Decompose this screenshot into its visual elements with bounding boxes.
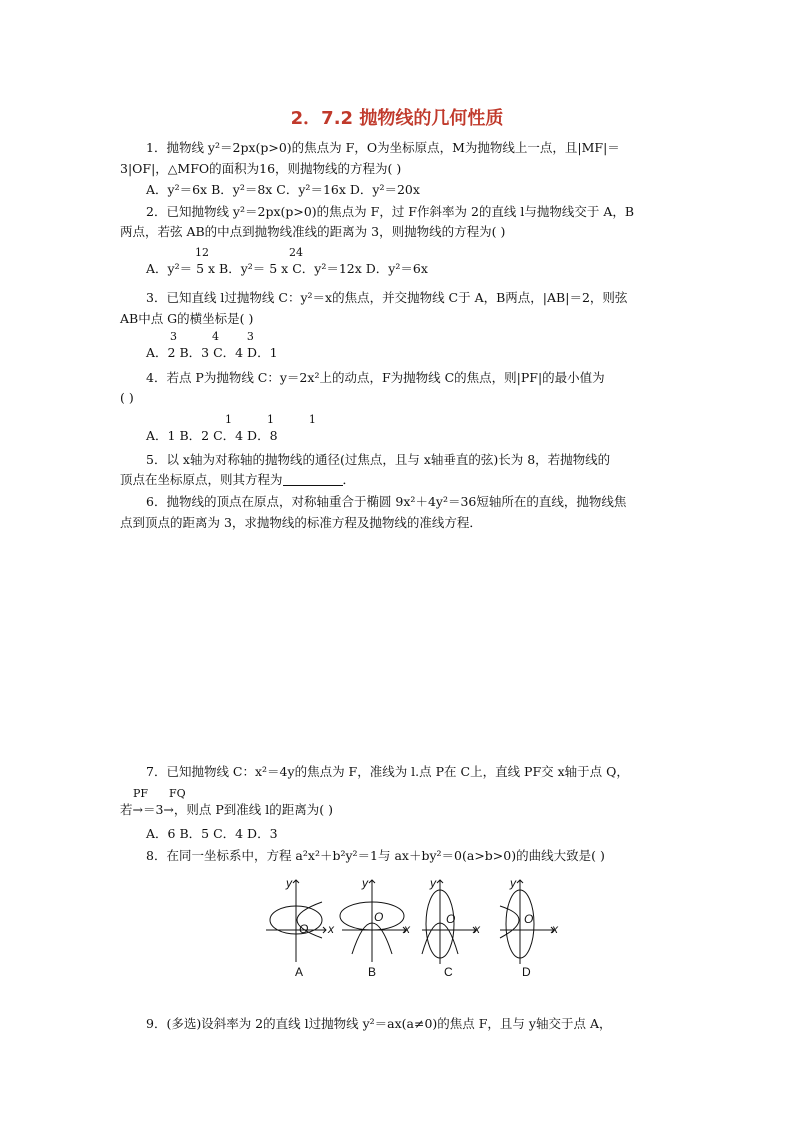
fig-a-y-label: y [286, 876, 292, 890]
q2-line2: 两点，若弦 AB的中点到抛物线准线的距离为 3，则抛物线的方程为( ) [120, 224, 506, 239]
q2-line1: 2．已知抛物线 y²＝2px(p>0)的焦点为 F，过 F作斜率为 2的直线 l与抛物线交于 A，B [146, 204, 635, 219]
q7-line1: 7．已知抛物线 C：x²＝4y的焦点为 F，准线为 l.点 P在 C上，直线 PF交 x轴于点 Q， [146, 764, 629, 779]
q2-frac-a-numerator: 12 [195, 246, 209, 259]
fig-d-y-label: y [510, 876, 516, 890]
q4-numerators: 1 1 1 [225, 413, 316, 426]
q5-line1: 5．以 x轴为对称轴的抛物线的通径(过焦点，且与 x轴垂直的弦)长为 8，若抛物线的 [146, 452, 611, 467]
fig-c-label: C [444, 965, 453, 979]
fig-d-x-label: x [552, 922, 558, 936]
q4-line1: 4．若点 P为抛物线 C：y＝2x²上的动点，F为抛物线 C的焦点，则|PF|的最小值为 [146, 370, 605, 385]
q5-line2-text: 顶点在坐标原点，则其方程为 [120, 472, 283, 487]
fig-d-origin-label: O [524, 912, 534, 926]
fig-b-label: B [368, 965, 377, 979]
fig-b-origin-label: O [374, 910, 384, 924]
fig-b-x-label: x [404, 922, 410, 936]
q9-line1: 9．(多选)设斜率为 2的直线 l过抛物线 y²＝ax(a≠0)的焦点 F，且与 y轴交于点 A， [146, 1016, 612, 1031]
fig-c-y-label: y [430, 876, 436, 890]
q7-options: A．6 B．5 C．4 D．3 [146, 826, 278, 841]
q1-line2: 3|OF|，△MFO的面积为16，则抛物线的方程为( ) [120, 161, 402, 176]
fig-c-x-label: x [474, 922, 480, 936]
q2-frac-b-numerator: 24 [289, 246, 303, 259]
fig-a-label: A [295, 965, 304, 979]
q1-options: A．y²＝6x B．y²＝8x C．y²＝16x D．y²＝20x [146, 182, 420, 197]
q2-options: A．y²＝ 5 x B．y²＝ 5 x C．y²＝12x D．y²＝6x [146, 261, 428, 276]
q7-line2: 若→＝3→，则点 P到准线 l的距离为( ) [120, 802, 333, 817]
page-title: 2．7.2 抛物线的几何性质 [290, 108, 504, 129]
q5-line2-end: ． [342, 472, 356, 487]
parabola-curve [500, 906, 519, 938]
q7-vector-labels: PF FQ [133, 787, 186, 800]
q3-options: A．2 B．3 C．4 D．1 [146, 345, 278, 360]
q5-line2 [120, 472, 680, 488]
fig-c-origin-label: O [446, 912, 456, 926]
q6-line1: 6．抛物线的顶点在原点，对称轴重合于椭圆 9x²＋4y²＝36短轴所在的直线，抛物线焦 [146, 494, 627, 509]
q3-line2: AB中点 G的横坐标是( ) [120, 311, 254, 326]
q4-line2: ( ) [120, 390, 134, 405]
q3-line1: 3．已知直线 l过抛物线 C：y²＝x的焦点，并交抛物线 C于 A，B两点，|AB|＝2，则弦 [146, 290, 628, 305]
q8-figure-b [340, 880, 406, 962]
q1-line1: 1．抛物线 y²＝2px(p>0)的焦点为 F，O为坐标原点，M为抛物线上一点，且|MF|＝ [146, 140, 620, 155]
q8-figure-a [266, 880, 326, 962]
fig-a-origin-label: O [299, 922, 309, 936]
q4-options: A．1 B．2 C．4 D．8 [146, 428, 278, 443]
q5-answer-blank[interactable] [283, 473, 343, 486]
q3-numerators: 3 4 3 [170, 330, 254, 343]
q8-line1: 8．在同一坐标系中，方程 a²x²＋b²y²＝1与 ax＋by²＝0(a>b>0)的曲线大致是( ) [146, 848, 605, 863]
fig-b-y-label: y [362, 876, 368, 890]
fig-d-label: D [522, 965, 531, 979]
q6-line2: 点到顶点的距离为 3，求抛物线的标准方程及抛物线的准线方程． [120, 515, 482, 530]
fig-a-x-label: x [328, 922, 334, 936]
